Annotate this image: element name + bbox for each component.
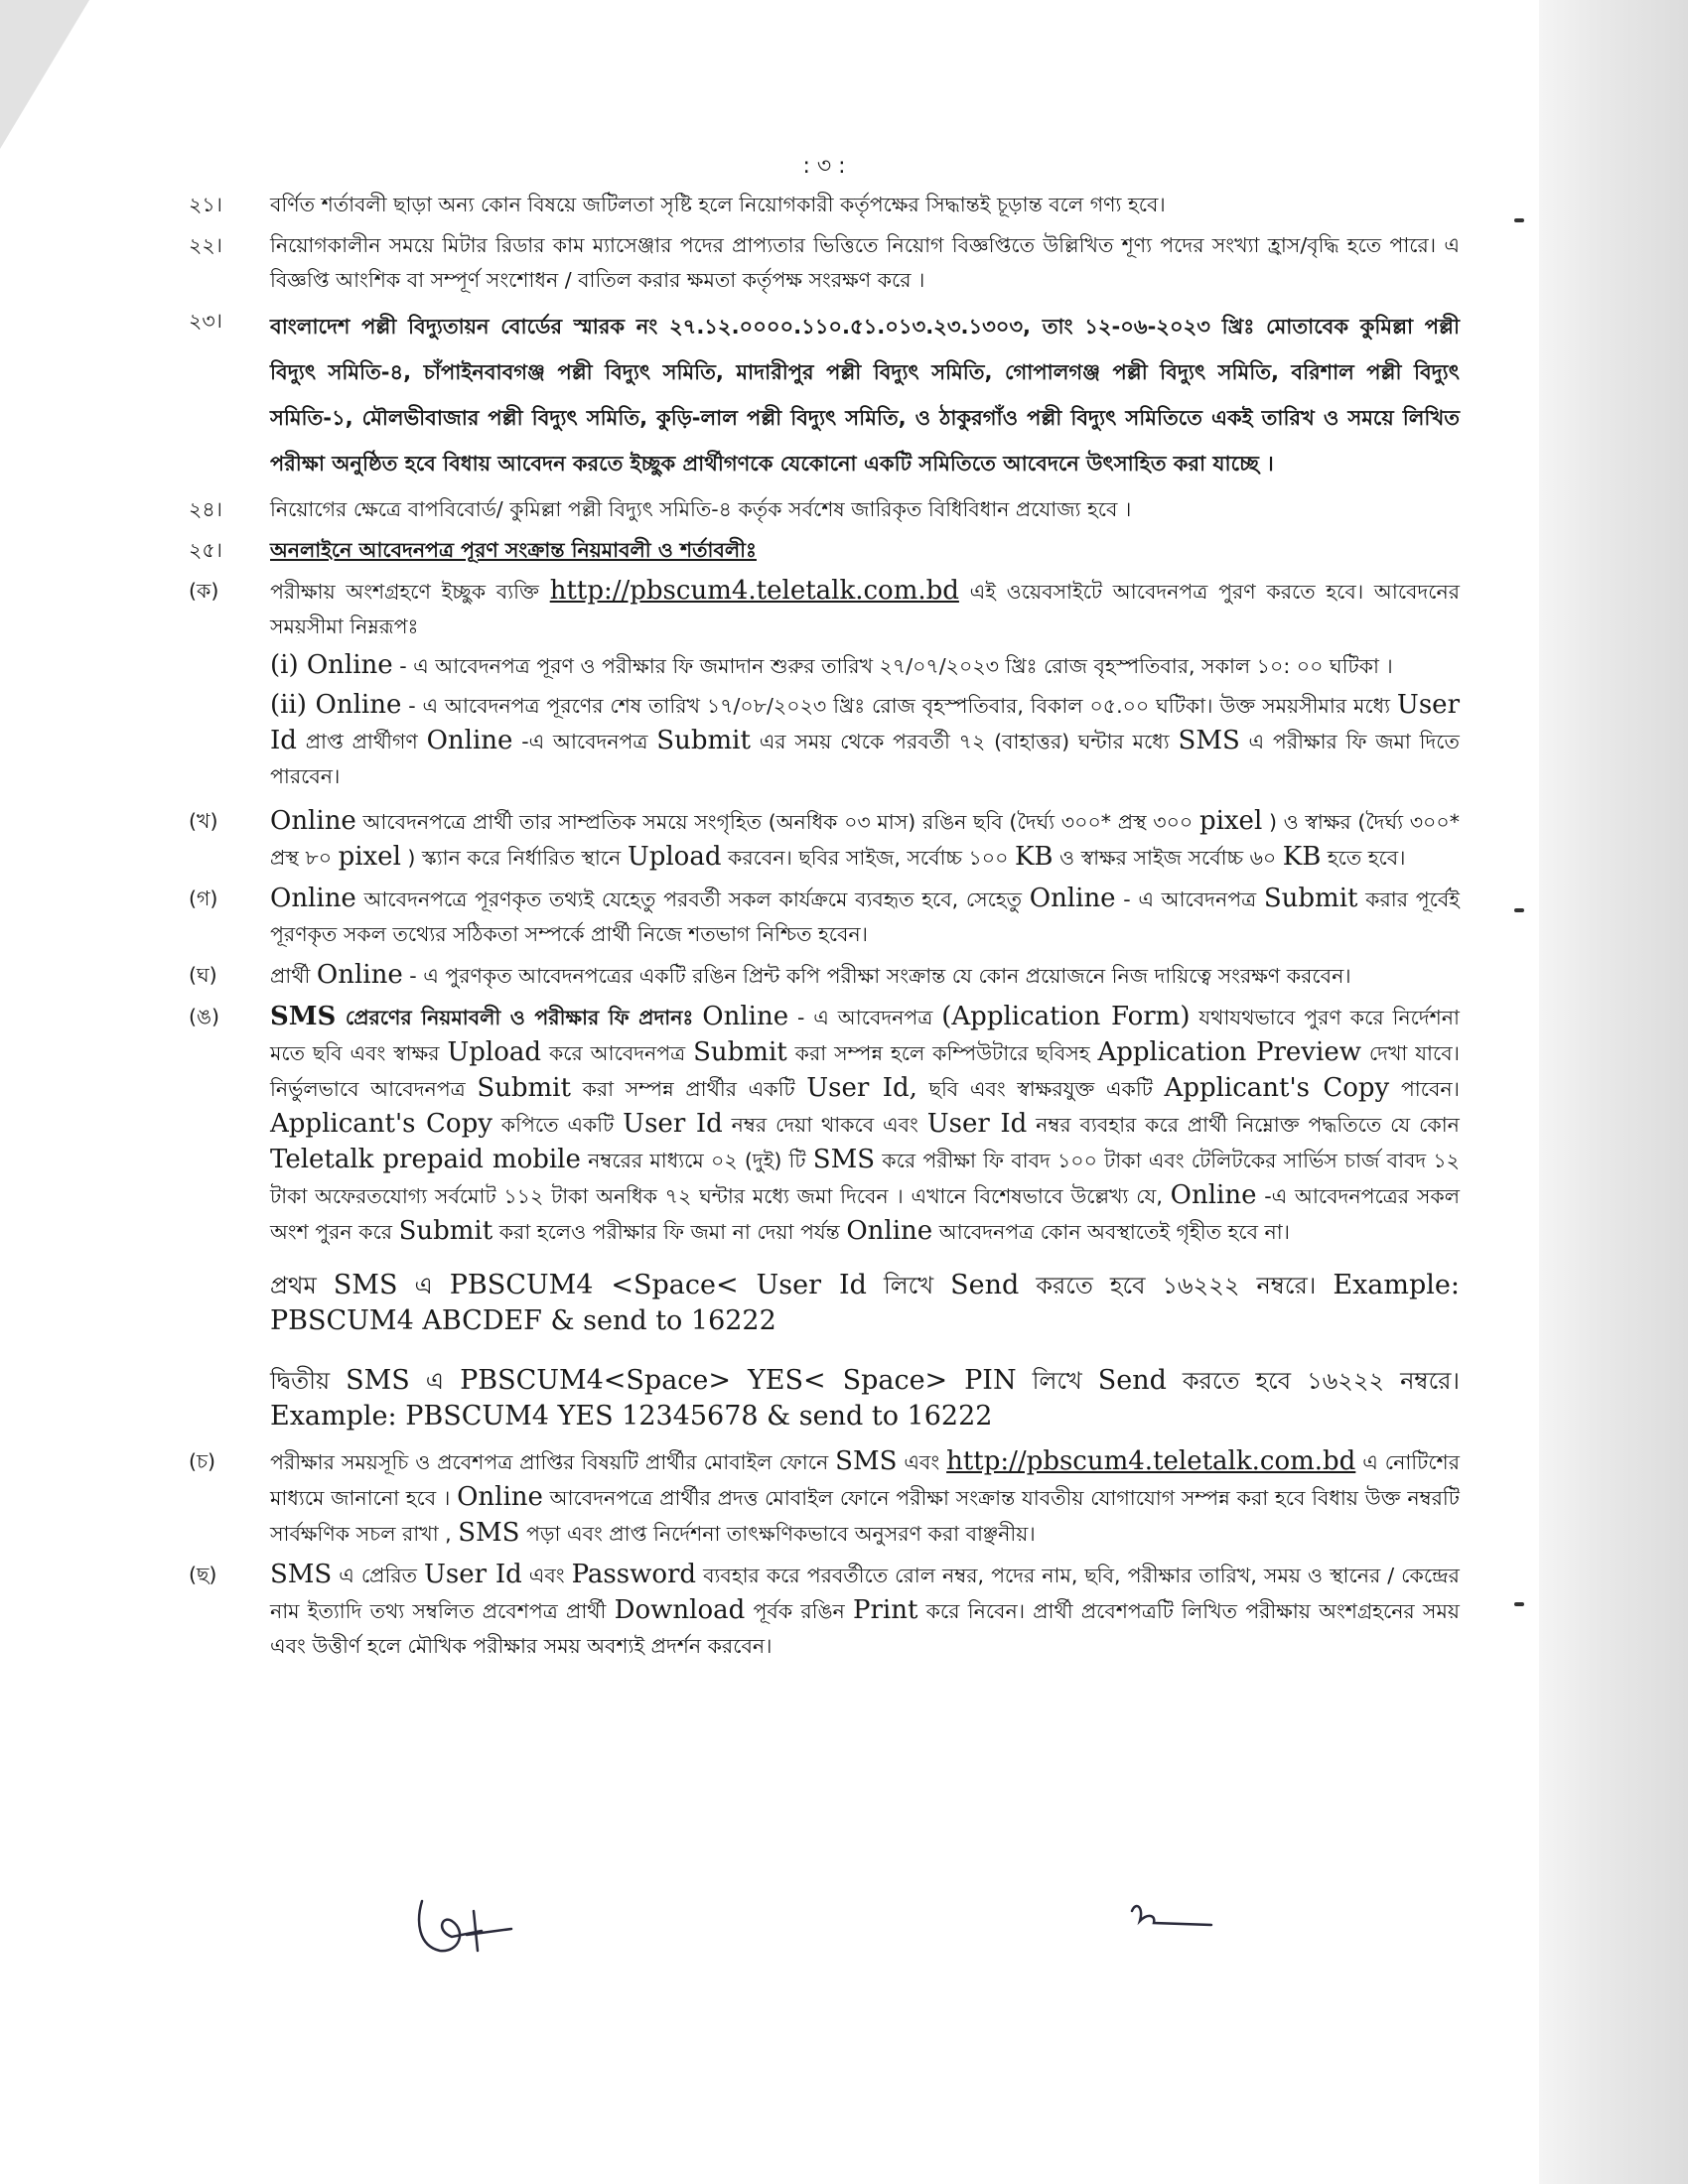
text-segment: হতে হবে। xyxy=(1327,846,1406,870)
clause-text: বর্ণিত শর্তাবলী ছাড়া অন্য কোন বিষয়ে জটিলতা সৃষ্টি হলে নিয়োগকারী কর্তৃপক্ষের সিদ্ধান্তই চূড়ান্ত বলে গণ্য হবে। xyxy=(270,193,1166,216)
clause-number: ২৩। xyxy=(189,309,222,333)
text-segment: - এ আবেদনপত্র পূরণের শেষ তারিখ ১৭/০৮/২০২৩ খ্রিঃ রোজ বৃহস্পতিবার, বিকাল ০৫.০০ ঘটিকা। উক্ত সময়সীমার মধ্যে xyxy=(408,694,1391,718)
text-segment: - এ আবেদনপত্র পূরণ ও পরীক্ষার ফি জমাদান শুরুর তারিখ ২৭/০৭/২০২৩ খ্রিঃ রোজ বৃহস্পতিবার, সকাল ১০: ০০ ঘটিকা । xyxy=(399,654,1393,678)
text-segment: পড়া এবং প্রাপ্ত নির্দেশনা তাৎক্ষণিকভাবে অনুসরণ করা বাঞ্ছনীয়। xyxy=(526,1522,1036,1546)
term-teletalk-prepaid: Teletalk prepaid mobile xyxy=(270,1145,581,1174)
sub-clause-label: (ঙ) xyxy=(189,1005,220,1028)
term-online: Online xyxy=(1170,1180,1257,1210)
text-segment: এ প্রেরিত xyxy=(339,1564,417,1587)
term-user-id: User Id xyxy=(424,1560,522,1589)
text-segment: প্রার্থী xyxy=(270,964,311,988)
term-sms: SMS xyxy=(1178,726,1240,755)
scan-speck xyxy=(1514,908,1524,912)
clause-number: ২৫। xyxy=(189,538,222,562)
term-sms: SMS xyxy=(270,1560,333,1589)
text-segment: লিখে xyxy=(1032,1367,1082,1395)
text-segment: ছবি এবং স্বাক্ষরযুক্ত একটি xyxy=(928,1077,1153,1101)
clause-21 xyxy=(189,188,1460,222)
text-segment: নম্বর দেয়া থাকবে এবং xyxy=(731,1113,918,1137)
sub-clause-label: (চ) xyxy=(189,1449,216,1473)
term-online: Online xyxy=(457,1482,543,1512)
text-segment: এ xyxy=(414,1272,433,1299)
clause-text: নিয়োগের ক্ষেত্রে বাপবিবোর্ড/ কুমিল্লা পল্লী বিদ্যুৎ সমিতি-৪ কর্তৃক সর্বশেষ জারিকৃত বিধিবিধান প্রযোজ্য হবে । xyxy=(270,497,1132,521)
text-segment: করা হলেও পরীক্ষার ফি জমা না দেয়া পর্যন্ত xyxy=(498,1220,840,1244)
sms-command: PBSCUM4<Space> YES< Space> PIN xyxy=(460,1365,1017,1396)
text-segment: ও স্বাক্ষর সাইজ সর্বোচ্চ ৬০ xyxy=(1059,846,1277,870)
text-segment: যথাযথভাবে পুরণ করে নির্দেশনা মতে ছবি এবং স্বাক্ষর xyxy=(270,1006,1460,1065)
signature-right xyxy=(1122,1891,1231,1951)
term-kb: KB xyxy=(1282,842,1322,872)
text-segment: করা সম্পন্ন প্রার্থীর একটি xyxy=(582,1077,795,1101)
term-download: Download xyxy=(614,1595,746,1625)
text-segment: করবেন। ছবির সাইজ, সর্বোচ্চ ১০০ xyxy=(728,846,1009,870)
text-segment: ব্যবহার করে পরবর্তীতে রোল নম্বর, পদের নাম, ছবি, পরীক্ষার তারিখ, সময় ও স্থানের / কেন্দ্রের নাম ইত্যাদি তথ্য সম্বলিত প্রবেশপত্র প্রার্থী xyxy=(270,1564,1460,1623)
term-sms: SMS xyxy=(346,1365,410,1396)
text-segment: -এ আবেদনপত্র xyxy=(521,730,648,753)
text-segment: আবেদনপত্রে প্রার্থী তার সাম্প্রতিক সময়ে সংগৃহিত (অনধিক ০৩ মাস) রঙিন ছবি (দৈর্ঘ্য ৩০০* প্রস্থ ৩০০ xyxy=(362,810,1194,834)
term-print: Print xyxy=(852,1595,918,1625)
sub-clause-ga xyxy=(189,882,1460,952)
term-sms: SMS xyxy=(333,1270,398,1300)
term-online: Online xyxy=(426,726,513,755)
term-pixel: pixel xyxy=(1198,806,1263,836)
text-segment: করার পূর্বেই পূরণকৃত সকল তথ্যের সঠিকতা সম্পর্কে প্রার্থী নিজে শতভাগ নিশ্চিত হবেন। xyxy=(270,887,1460,946)
text-segment: আবেদনপত্রে পূরণকৃত তথ্যই যেহেতু পরবর্তী সকল কার্যক্রমে ব্যবহৃত হবে, সেহেতু xyxy=(363,887,1023,911)
section-heading: অনলাইনে আবেদনপত্র পূরণ সংক্রান্ত নিয়মাবলী ও শর্তাবলীঃ xyxy=(270,538,757,562)
text-segment: দেখা যাবে। নির্ভুলভাবে আবেদনপত্র xyxy=(270,1041,1460,1101)
text-segment: কপিতে একটি xyxy=(500,1113,615,1137)
term-submit: Submit xyxy=(656,726,751,755)
term-online: (i) Online xyxy=(270,650,393,680)
text-segment: এ নোটিশের মাধ্যমে জানানো হবে । xyxy=(270,1450,1460,1510)
clause-22 xyxy=(189,228,1460,298)
sms-example: Example: PBSCUM4 YES 12345678 & send to 16222 xyxy=(270,1401,993,1432)
sub-clause-chha xyxy=(189,1558,1460,1664)
sub-clause-gha xyxy=(189,958,1460,994)
sms-command: PBSCUM4 <Space< User Id xyxy=(449,1270,867,1300)
term-submit: Submit xyxy=(1263,884,1358,913)
website-link[interactable]: http://pbscum4.teletalk.com.bd xyxy=(946,1446,1356,1476)
signature-right-drawing xyxy=(1122,1891,1231,1951)
sms-example: Example: PBSCUM4 ABCDEF & send to 16222 xyxy=(270,1270,1460,1336)
text-segment: করা সম্পন্ন হলে কম্পিউটারে ছবিসহ xyxy=(794,1041,1090,1065)
sub-clause-label: (ছ) xyxy=(189,1563,217,1586)
clause-25 xyxy=(189,533,1460,568)
text-segment: এই ওয়েবসাইটে আবেদনপত্র পুরণ করতে হবে। আবেদনের সময়সীমা নিম্নরূপঃ xyxy=(270,580,1460,638)
start-date-line xyxy=(270,648,1460,684)
term-user-id: User Id xyxy=(926,1109,1028,1139)
text-segment: নম্বরের মাধ্যমে ০২ (দুই) টি xyxy=(588,1149,806,1172)
clause-number: ২১। xyxy=(189,193,222,216)
term-password: Password xyxy=(571,1560,697,1589)
term-sms: SMS xyxy=(270,1002,337,1031)
text-segment: পূর্বক রঙিন xyxy=(753,1599,845,1623)
clause-number: ২২। xyxy=(189,233,222,257)
term-applicants-copy: Applicant's Copy xyxy=(1164,1073,1390,1103)
text-segment: করতে হবে ১৬২২২ নম্বরে। xyxy=(1182,1367,1460,1395)
text-segment: - এ আবেদনপত্র xyxy=(797,1006,933,1029)
text-segment: করতে হবে ১৬২২২ নম্বরে। xyxy=(1036,1272,1317,1299)
scan-speck xyxy=(1514,1602,1524,1606)
term-send: Send xyxy=(950,1270,1020,1300)
term-application-preview: Application Preview xyxy=(1097,1037,1361,1067)
text-segment: লিখে xyxy=(883,1272,934,1299)
term-user-id: User Id, xyxy=(806,1073,917,1103)
text-segment: এ xyxy=(425,1367,445,1395)
second-sms-instruction xyxy=(270,1363,1460,1434)
term-online: Online xyxy=(702,1002,789,1031)
first-sms-instruction xyxy=(270,1268,1460,1339)
text-segment: এর সময় থেকে পরবর্তী ৭২ (বাহাত্তর) ঘন্টার মধ্যে xyxy=(759,730,1170,753)
sub-clause-cha xyxy=(189,1444,1460,1552)
sub-clause-label: (ক) xyxy=(189,579,219,603)
term-user-id: User Id xyxy=(270,690,1460,755)
text-segment: এবং xyxy=(528,1564,565,1587)
sub-clause-uma xyxy=(189,1000,1460,1438)
term-online: Online xyxy=(270,884,356,913)
document-page xyxy=(189,149,1460,1670)
text-segment: করে পরীক্ষা ফি বাবদ ১০০ টাকা এবং টেলিটকের সার্ভিস চার্জ বাবদ ১২ টাকা অফেরতযোগ্য সর্বমোট ১১২ টাকা অনধিক ৭২ ঘন্টার মধ্যে জমা দিবেন । এখানে বিশেষভাবে উল্লেখ্য যে, xyxy=(270,1149,1460,1208)
term-online: Online xyxy=(316,960,403,990)
text-segment: করে আবেদনপত্র xyxy=(548,1041,686,1065)
text-segment: এবং xyxy=(904,1450,940,1474)
term-application-form: (Application Form) xyxy=(941,1002,1191,1031)
term-upload: Upload xyxy=(447,1037,542,1067)
text-segment: ) স্ক্যান করে নির্ধারিত স্থানে xyxy=(407,846,622,870)
clause-text: বাংলাদেশ পল্লী বিদ্যুতায়ন বোর্ডের স্মারক নং ২৭.১২.০০০০.১১০.৫১.০১৩.২৩.১৩০৩, তাং ১২-০৬-২০২৩ খ্রিঃ মোতাবেক কুমিল্লা পল্লী বিদ্যুৎ সমিতি-৪, চাঁপাইনবাবগঞ্জ পল্লী বিদ্যুৎ সমিতি, মাদারীপুর পল্লী বিদ্যুৎ সমিতি, গোপালগঞ্জ পল্লী বিদ্যুৎ সমিতি, বরিশাল পল্লী বিদ্যুৎ সমিতি-১, মৌলভীবাজার পল্লী বিদ্যুৎ সমিতি, কুড়ি-লাল পল্লী বিদ্যুৎ সমিতি, ও ঠাকুরগাঁও পল্লী বিদ্যুৎ সমিতিতে একই তারিখ ও সময়ে লিখিত পরীক্ষা অনুষ্ঠিত হবে বিধায় আবেদন করতে ইচ্ছুক প্রার্থীগণকে যেকোনো একটি সমিতিতে আবেদনে উৎসাহিত করা যাচ্ছে । xyxy=(270,315,1460,476)
text-segment: -এ আবেদনপত্রের সকল অংশ পুরন করে xyxy=(270,1184,1460,1244)
term-online: Online xyxy=(846,1216,933,1246)
term-online: Online xyxy=(270,806,356,836)
text-segment: - এ পুরণকৃত আবেদনপত্রের একটি রঙিন প্রিন্ট কপি পরীক্ষা সংক্রান্ত যে কোন প্রয়োজনে নিজ দায়িত্বে সংরক্ষণ করবেন। xyxy=(409,964,1351,988)
term-applicants-copy: Applicant's Copy xyxy=(270,1109,492,1139)
clause-23 xyxy=(189,304,1460,486)
term-sms: SMS xyxy=(458,1518,520,1548)
term-online: Online xyxy=(1029,884,1116,913)
term-sms: SMS xyxy=(835,1446,898,1476)
text-segment: নম্বর ব্যবহার করে প্রার্থী নিম্নোক্ত পদ্ধতিতে যে কোন xyxy=(1036,1113,1460,1137)
sub-clause-ka xyxy=(189,574,1460,798)
signature-left-drawing xyxy=(412,1891,531,1961)
scan-edge-shadow xyxy=(1539,0,1688,2184)
text-segment: করে নিবেন। প্রার্থী প্রবেশপত্রটি লিখিত পরীক্ষায় অংশগ্রহনের সময় এবং উত্তীর্ণ হলে মৌখিক পরীক্ষার সময় অবশ্যই প্রদর্শন করবেন। xyxy=(270,1599,1460,1658)
end-date-line xyxy=(270,688,1460,794)
scan-speck xyxy=(1514,218,1524,222)
clause-24 xyxy=(189,492,1460,527)
sub-clause-label: (খ) xyxy=(189,809,218,833)
sub-clause-label: (গ) xyxy=(189,887,218,910)
text-segment: প্রথম xyxy=(270,1272,317,1299)
clause-text: নিয়োগকালীন সময়ে মিটার রিডার কাম ম্যাসেঞ্জার পদের প্রাপ্যতার ভিত্তিতে নিয়োগ বিজ্ঞপ্তিতে উল্লিখিত শূণ্য পদের সংখ্যা হ্রাস/বৃদ্ধি হতে পারে। এ বিজ্ঞপ্তি আংশিক বা সম্পূর্ণ সংশোধন / বাতিল করার ক্ষমতা কর্তৃপক্ষ সংরক্ষণ করে । xyxy=(270,233,1460,292)
text-segment: প্রাপ্ত প্রার্থীগণ xyxy=(305,730,418,753)
sub-clause-label: (ঘ) xyxy=(189,963,217,987)
term-pixel: pixel xyxy=(338,842,401,872)
sub-heading: প্রেরণের নিয়মাবলী ও পরীক্ষার ফি প্রদানঃ xyxy=(345,1006,694,1029)
term-user-id: User Id xyxy=(623,1109,723,1139)
term-kb: KB xyxy=(1014,842,1054,872)
text-segment: পরীক্ষায় অংশগ্রহণে ইচ্ছুক ব্যক্তি xyxy=(270,580,539,604)
term-submit: Submit xyxy=(398,1216,493,1246)
text-segment: আবেদনপত্রে প্রার্থীর প্রদত্ত মোবাইল ফোনে পরীক্ষা সংক্রান্ত যাবতীয় যোগাযোগ সম্পন্ন করা হবে বিধায় উক্ত নম্বরটি সার্বক্ষণিক সচল রাখা , xyxy=(270,1486,1460,1546)
clause-number: ২৪। xyxy=(189,497,222,521)
signature-left xyxy=(412,1891,531,1961)
text-segment: পাবেন। xyxy=(1400,1077,1460,1101)
website-link[interactable]: http://pbscum4.teletalk.com.bd xyxy=(549,576,959,606)
term-online: (ii) Online xyxy=(270,690,402,720)
sub-clause-kha xyxy=(189,804,1460,876)
text-segment: দ্বিতীয় xyxy=(270,1367,331,1395)
text-segment: - এ আবেদনপত্র xyxy=(1123,887,1257,911)
page-fold-corner xyxy=(0,0,89,149)
term-send: Send xyxy=(1097,1365,1167,1396)
page-number: : ৩ : xyxy=(802,154,846,179)
term-sms: SMS xyxy=(812,1145,876,1174)
text-segment: আবেদনপত্র কোন অবস্থাতেই গৃহীত হবে না। xyxy=(938,1220,1291,1244)
text-segment: ) ও স্বাক্ষর (দৈর্ঘ্য ৩০০* প্রস্থ ৮০ xyxy=(270,810,1460,870)
text-segment: পরীক্ষার সময়সূচি ও প্রবেশপত্র প্রাপ্তির বিষয়টি প্রার্থীর মোবাইল ফোনে xyxy=(270,1450,829,1474)
term-submit: Submit xyxy=(477,1073,571,1103)
term-submit: Submit xyxy=(693,1037,787,1067)
text-segment: এ পরীক্ষার ফি জমা দিতে পারবেন। xyxy=(270,730,1460,788)
term-upload: Upload xyxy=(627,842,722,872)
